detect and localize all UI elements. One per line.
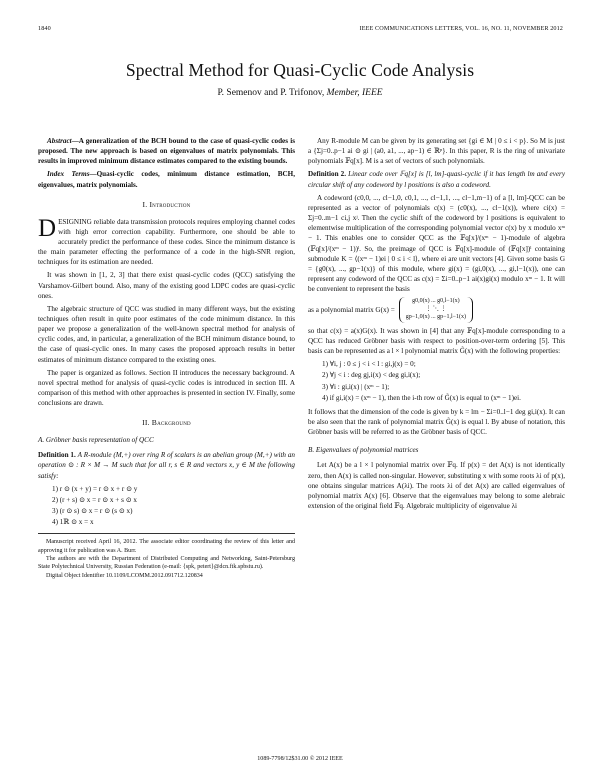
definition-2-text: Linear code over 𝔽q[x] is [l, lm]-quasi-cyclic if it has length lm and every circular shift of any codeword by l positions is also a codeword.: [308, 170, 566, 189]
definition-1: [38, 450, 295, 480]
matrix-lead-text: as a polynomial matrix G(x) =: [308, 305, 395, 314]
author-names: P. Semenov and P. Trifonov,: [217, 88, 327, 98]
matrix-row-first: g0,0(x) ... g0,l−1(x): [412, 298, 460, 305]
footnote-doi: Digital Object Identifier 10.1109/LCOMM.2012.091712.120834: [46, 572, 203, 579]
author-membership: Member, IEEE: [326, 88, 383, 98]
axiom-item: 2) (r + s) ⊙ x = r ⊙ x + s ⊙ x: [52, 495, 137, 504]
groebner-properties: [308, 359, 565, 403]
copyright-footer: 1089-7798/12$31.00 © 2012 IEEE: [257, 756, 343, 762]
definition-2: [308, 169, 565, 189]
footnote: [38, 538, 295, 580]
definition-1-label: Definition 1.: [38, 451, 76, 460]
matrix-row-dots: ⋮ ⋱ ⋮: [425, 306, 447, 313]
index-terms-text: —Quasi-cyclic codes, minimum distance estimation, BCH, eigenvalues, matrix polynomials.: [38, 170, 295, 189]
intro-paragraph-2: It was shown in [1, 2, 3] that there exist quasi-cyclic codes (QCC) satisfying the Varshamov-Gilbert bound. Also, many of the existing good LDPC codes are quasi-cyclic ones.: [38, 271, 295, 300]
journal-header: IEEE COMMUNICATIONS LETTERS, VOL. 16, NO. 11, NOVEMBER 2012: [359, 25, 563, 32]
footnote-received: Manuscript received April 16, 2012. The associate editor coordinating the review of this letter and approving it for publication was A. Burr.: [38, 539, 295, 554]
property-item: 3) ∀i : gi,i(x) | (xᵐ − 1);: [322, 382, 390, 391]
axiom-item: 1) r ⊙ (x + y) = r ⊙ x + r ⊙ y: [52, 484, 138, 493]
dimension-paragraph: It follows that the dimension of the code is given by k = lm − Σi=0..l−1 deg gi,i(x). It can be also seen that the rank of polynomial matrix G̃(x) is equal l. By abuse of notation, this Gröbner basis will be referred to as the Gröbner basis of QCC.: [308, 407, 565, 437]
matrix-equation: [308, 297, 565, 322]
groebner-paragraph: so that c(x) = a(x)G(x). It was shown in [4] that any 𝔽q[x]-module corresponding to a QCC has reduced Gröbner basis with respect to position-over-term ordering [5]. This basis can be represented as a l × l polynomial matrix G̃(x) with the following properties:: [308, 326, 565, 356]
matrix-row-last: gp−1,0(x) ... gp−1,l−1(x): [405, 313, 467, 320]
eigenvalue-paragraph: Let A(x) be a l × l polynomial matrix over 𝔽q. If p(x) = det A(x) is not identically zero, then A(x) is called non-singular. However, substituting x with some roots λi of p(x), one obtains singular matrices A(λi). The roots λi of det A(x) are called eigenvalues of polynomial matrix A(x) [6]. Observe that the eigenvalues may belong to some alebraic extension of the original field 𝔽q. Algebraic multiplicity of eigenvalue λi: [308, 461, 565, 511]
module-axioms: [38, 484, 295, 528]
footnote-affiliation: The authors are with the Department of Distributed Computing and Networking, Saint-Petersburg State Polytechnical University, Russian Federation (e-mail: {spk, petert}@dcn.ftk.spbstu.ru).: [38, 556, 295, 571]
abstract-label: Abstract: [47, 137, 72, 145]
property-item: 2) ∀j < i : deg gj,i(x) < deg gi,i(x);: [322, 371, 421, 380]
property-item: 1) ∀i, j : 0 ≤ j < i < l : gi,j(x) = 0;: [322, 360, 416, 369]
abstract-text: —A generalization of the BCH bound to the case of quasi-cyclic codes is proposed. The new approach is based on eigenvalues of matrix polynomials. This results in improved minimum distance estimates compared to the existing bounds.: [38, 137, 295, 166]
right-column: [308, 136, 565, 514]
module-paragraph: Any R-module M can be given by its generating set {gi ∈ M | 0 ≤ i < p}. So M is just a {Σj=0..p−1 ai ⊙ gi | (a0, a1, ..., ap−1) ∈ ℝᵖ}. In this paper, R is the ring of univariate polynomials 𝔽q[x]. M is a set of vectors of such polynomials.: [308, 137, 565, 166]
intro-paragraph-4: The paper is organized as follows. Section II introduces the necessary background. A novel spectral method for analysis of quasi-cyclic codes is introduced in section III. A comparison of this method with other approaches is presented in section IV. Finally, some conclusions are drawn.: [38, 368, 295, 408]
abstract: [38, 136, 295, 166]
authors: [0, 88, 600, 98]
definition-2-label: Definition 2.: [308, 170, 347, 179]
footnote-rule: [38, 533, 295, 534]
property-item: 4) if gi,i(x) = (xᵐ − 1), then the i-th row of G̃(x) is equal to (xᵐ − 1)ei.: [322, 393, 521, 402]
section-heading-background: II. Background: [142, 418, 191, 428]
intro-paragraph-1: DESIGNING reliable data transmission protocols requires employing channel codes with high error correction capability. Furthermore, one should be able to accurately predict the performance of these codes. Since the minimum distance is the main parameter effecting the performance of a code in the high-SNR region, techniques for its estimation are needed.: [38, 214, 295, 267]
subsection-heading-eigenvalues: B. Eigenvalues of polynomial matrices: [308, 446, 419, 455]
drop-cap: D: [38, 214, 57, 242]
section-heading-introduction: I. Introduction: [142, 199, 191, 209]
index-terms-label: Index Terms: [47, 170, 90, 179]
axiom-item: 4) 1ℝ ⊙ x = x: [52, 518, 94, 527]
page-number: 1840: [38, 25, 51, 32]
polynomial-matrix: [399, 297, 473, 322]
left-column: [38, 136, 295, 580]
subsection-heading-groebner: A. Gröbner basis representation of QCC: [38, 436, 154, 445]
definition-1-text: A R-module (M,+) over ring R of scalars is an abelian group (M,+) with an operation ⊙ : R × M → M such that for all r, s ∈ R and vectors x, y ∈ M the following satisfy:: [38, 451, 296, 480]
codeword-paragraph: A codeword (c0,0, ..., cl−1,0, c0,1, ..., cl−1,1, ..., cl−1,m−1) of a [l, lm]-QCC can be represented as a vector of polynomials c(x) = (c0(x), ..., cl−1(x)), where ci(x) = Σj=0..m−1 ci,j xʲ. Then the cyclic shift of the codeword by l positions is equivalent to elementwise multiplication of the corresponding polynomial vector c(x) by x modulo xᵐ − 1. This enables one to consider QCC as the 𝔽q[x]/(xᵐ − 1)-module of algebra (𝔽q[x]/(xᵐ − 1))ˡ. So, the preimage of QCC is 𝔽q[x]-module of (𝔽q[x])ˡ containing submodule K = ⟨(xᵐ − 1)ei | 0 ≤ i < l⟩, where ei are unit vectors [4]. Given some basis G = {g0(x), ..., gp−1(x)} of this module, where gi(x) = (gi,0(x), ..., gi,l−1(x)), one can represent any codeword of the QCC as c(x) = Σi=0..p−1 ai(x)gi(x) modulo xᵐ − 1. It will be convenient to represent the basis: [308, 193, 565, 294]
intro-paragraph-3: The algebraic structure of QCC was studied in many different ways, but the existing techniques often result in quite poor estimates of the code minimum distance. In this paper we propose a generalization of the well-known spectral method for analysis of cyclic codes, and, in particular, a generalization of the BCH minimum distance bound, to the case of quasi-cyclic ones. In many cases the proposed approach results in better estimates of minimum distance compared to the existing ones.: [38, 304, 295, 364]
paper-title: Spectral Method for Quasi-Cyclic Code Analysis: [125, 60, 475, 80]
axiom-item: 3) (r ⊙ s) ⊙ x = r ⊙ (s ⊙ x): [52, 507, 133, 516]
index-terms: [38, 169, 295, 189]
